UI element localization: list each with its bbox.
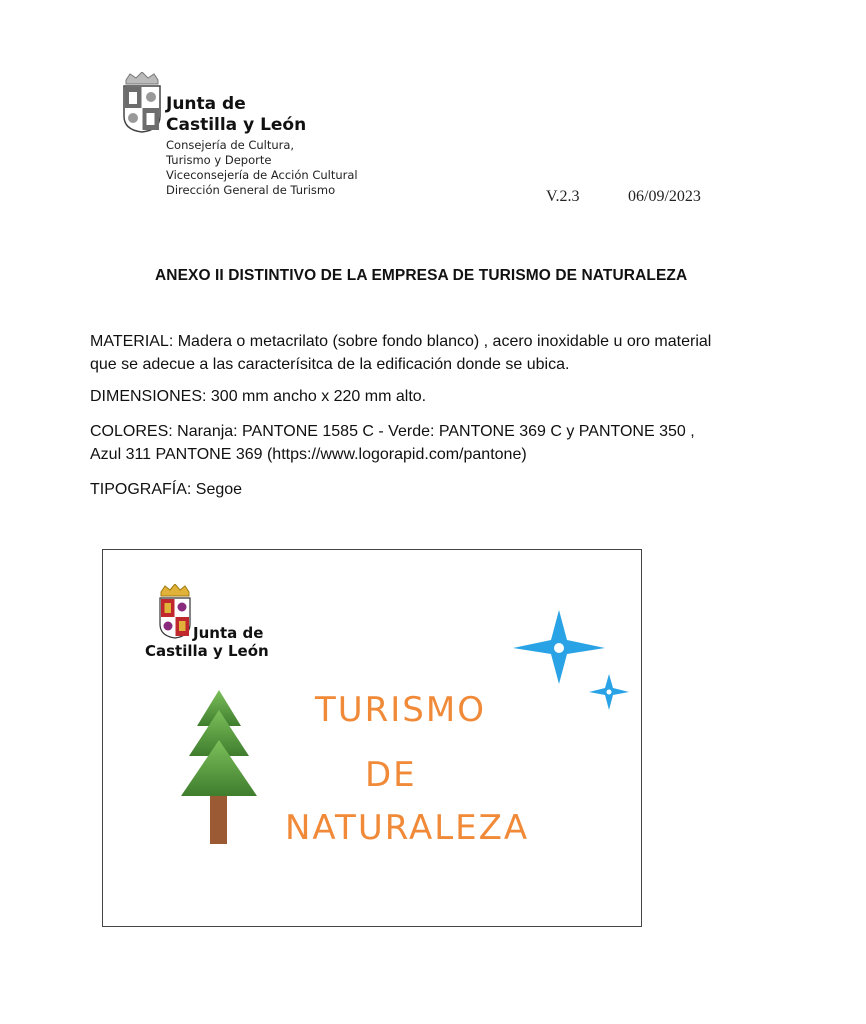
- badge-org-line2: Castilla y León: [145, 642, 269, 660]
- org-name-line2: Castilla y León: [166, 115, 307, 135]
- badge-text-naturaleza: NATURALEZA: [285, 808, 530, 848]
- material-line2: que se adecue a las caracterísitca de la edificación donde se ubica.: [90, 356, 570, 373]
- colores-line2: Azul 311 PANTONE 369 (https://www.logorapid.com/pantone): [90, 446, 527, 463]
- badge-logo: [143, 586, 273, 666]
- material-line1: MATERIAL: Madera o metacrilato (sobre fondo blanco) , acero inoxidable u oro material: [90, 333, 712, 350]
- tipografia-paragraph: TIPOGRAFÍA: Segoe: [90, 481, 243, 498]
- badge-image: [102, 549, 642, 927]
- version-label: V.2.3: [546, 188, 580, 205]
- org-name-line1: Junta de: [166, 94, 246, 114]
- tree-icon: [179, 690, 259, 846]
- badge-org-line1: Junta de: [193, 624, 264, 642]
- material-paragraph: [90, 330, 810, 376]
- badge-text-turismo: TURISMO: [315, 690, 486, 730]
- coat-of-arms-icon: [157, 584, 193, 640]
- colores-line1: COLORES: Naranja: PANTONE 1585 C - Verde: PANTONE 369 C y PANTONE 350 ,: [90, 423, 695, 440]
- badge-text-de: DE: [365, 755, 417, 795]
- coat-of-arms-icon: [120, 72, 164, 134]
- org-sub-line: Turismo y Deporte: [166, 153, 272, 167]
- date-label: 06/09/2023: [628, 188, 701, 205]
- org-sub-line: Consejería de Cultura,: [166, 138, 295, 152]
- org-sub-line: Viceconsejería de Acción Cultural: [166, 168, 358, 182]
- header-logo: [120, 72, 370, 204]
- dimensiones-paragraph: DIMENSIONES: 300 mm ancho x 220 mm alto.: [90, 388, 427, 405]
- org-name: [166, 94, 306, 136]
- org-subtitle: [166, 138, 358, 198]
- org-sub-line: Dirección General de Turismo: [166, 183, 336, 197]
- colores-paragraph: [90, 420, 810, 466]
- document-title: ANEXO II DISTINTIVO DE LA EMPRESA DE TURISMO DE NATURALEZA: [155, 267, 688, 284]
- star-icon: [589, 674, 629, 710]
